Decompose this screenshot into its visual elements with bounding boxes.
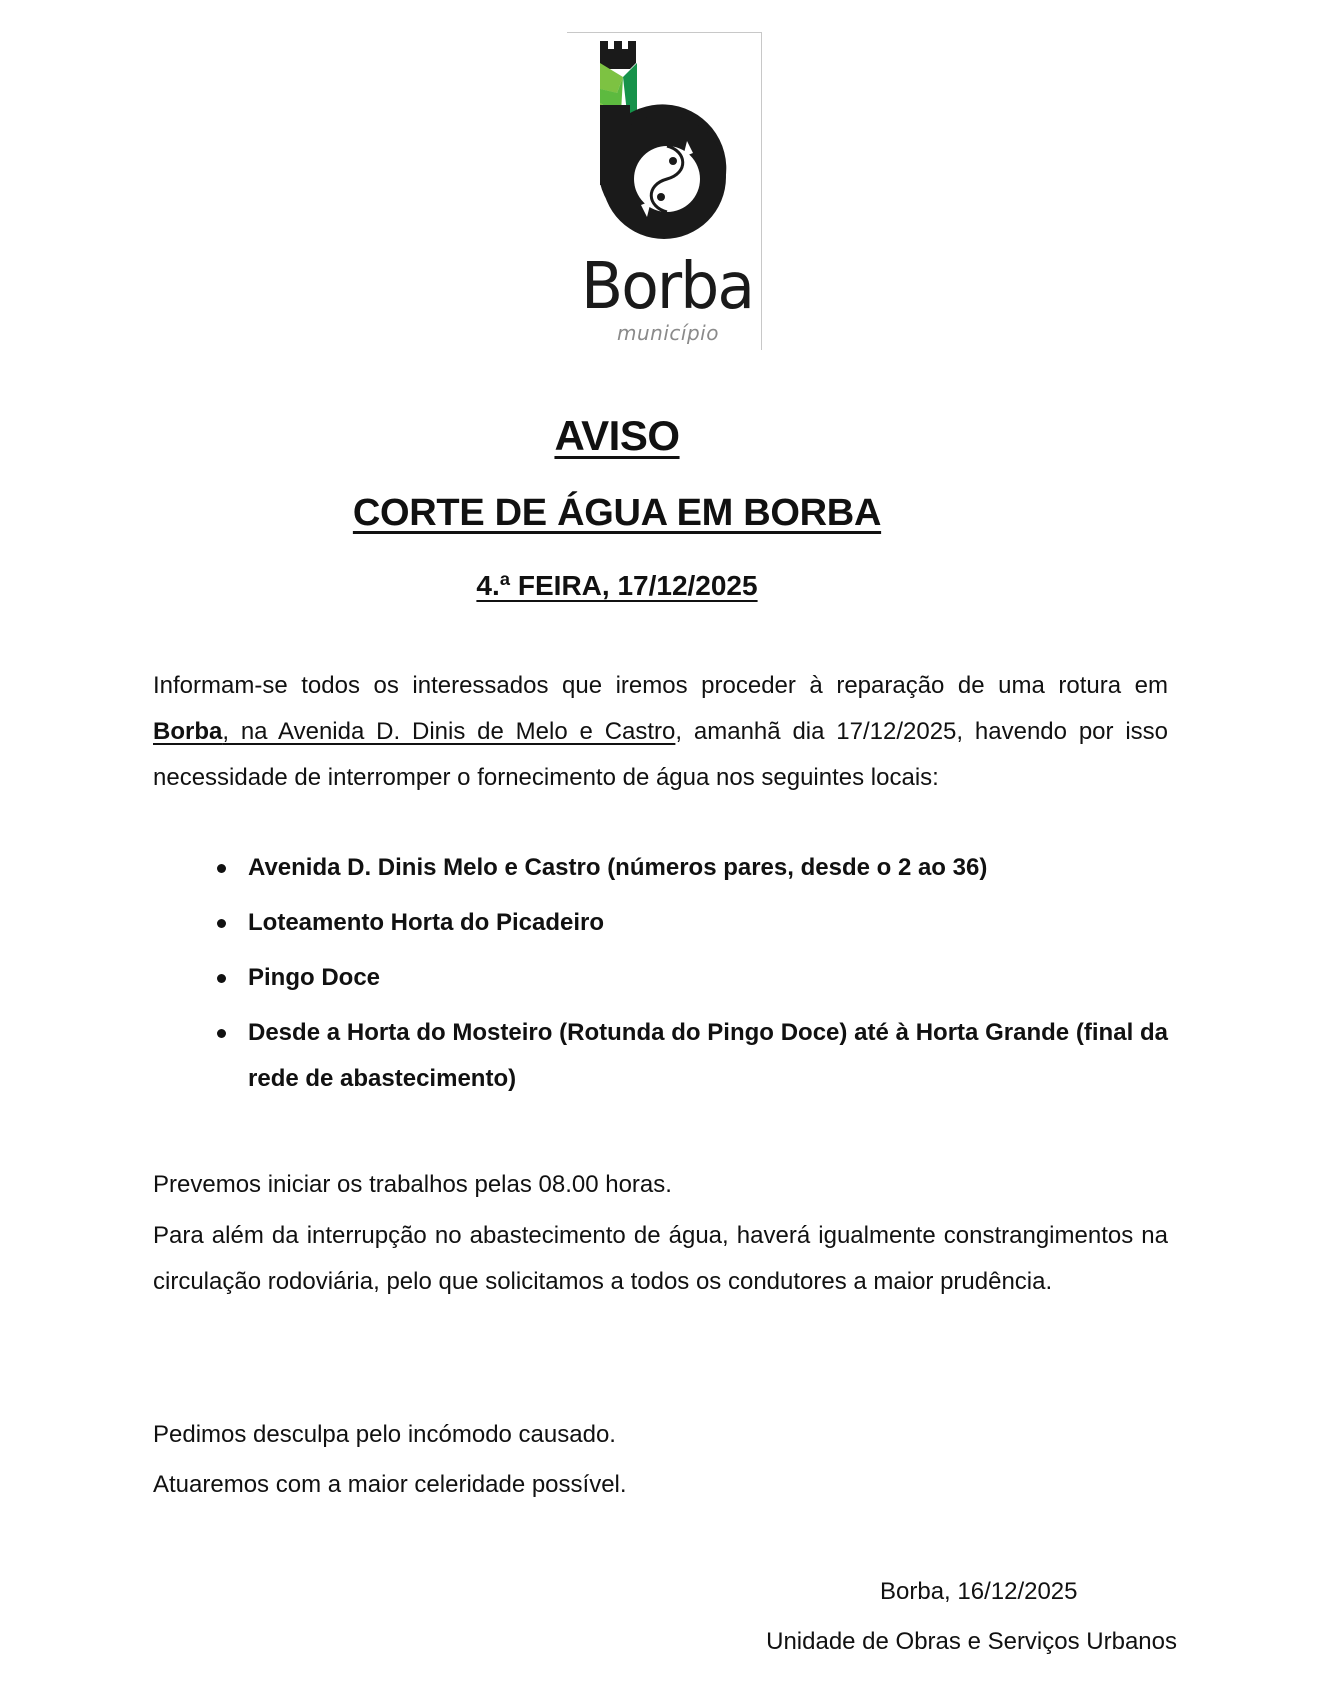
signature-place-date: Borba, 16/12/2025	[880, 1578, 1078, 1605]
affected-locations-list	[200, 845, 1168, 1111]
bullet-icon	[217, 919, 226, 928]
intro-text-1: Informam-se todos os interessados que iremos proceder à reparação de uma rotura em	[153, 672, 1168, 699]
logo-wordmark: Borba	[581, 250, 754, 324]
intro-paragraph	[153, 663, 1168, 801]
bullet-icon	[217, 974, 226, 983]
intro-location	[153, 718, 675, 745]
intro-place: Borba	[153, 718, 223, 745]
list-item	[200, 955, 1168, 1001]
location-text: Loteamento Horta do Picadeiro	[248, 909, 605, 936]
municipality-logo	[567, 32, 762, 350]
location-text: Desde a Horta do Mosteiro (Rotunda do Pingo Doce) até à Horta Grande (final da rede de abastecimento)	[248, 1019, 1168, 1092]
intro-text-2: , amanhã dia 17/12/2025, havendo por isso necessidade de interromper o fornecimento de água nos seguintes locais:	[153, 718, 1169, 791]
list-item	[200, 845, 1168, 891]
list-item	[200, 900, 1168, 946]
logo-subtitle: município	[617, 321, 719, 345]
notice-subtitle: CORTE DE ÁGUA EM BORBA	[352, 492, 882, 534]
bullet-icon	[217, 864, 226, 873]
closing-paragraph: Atuaremos com a maior celeridade possível.	[153, 1471, 627, 1498]
signature-unit: Unidade de Obras e Serviços Urbanos	[766, 1628, 1177, 1655]
location-text: Pingo Doce	[248, 964, 381, 991]
intro-street: , na Avenida D. Dinis de Melo e Castro	[222, 718, 676, 745]
bullet-icon	[217, 1029, 226, 1038]
apology-paragraph: Pedimos desculpa pelo incómodo causado.	[153, 1421, 616, 1448]
traffic-paragraph: Para além da interrupção no abastecimento de água, haverá igualmente constrangimentos na circulação rodoviária, pelo que solicitamos a todos os condutores a maior prudência.	[153, 1222, 1168, 1295]
list-item	[200, 1010, 1168, 1102]
location-text: Avenida D. Dinis Melo e Castro (números pares, desde o 2 ao 36)	[248, 854, 988, 881]
start-time-paragraph: Prevemos iniciar os trabalhos pelas 08.00 horas.	[153, 1171, 672, 1198]
notice-title: AVISO	[554, 412, 680, 459]
notice-date: 4.ª FEIRA, 17/12/2025	[476, 570, 758, 601]
